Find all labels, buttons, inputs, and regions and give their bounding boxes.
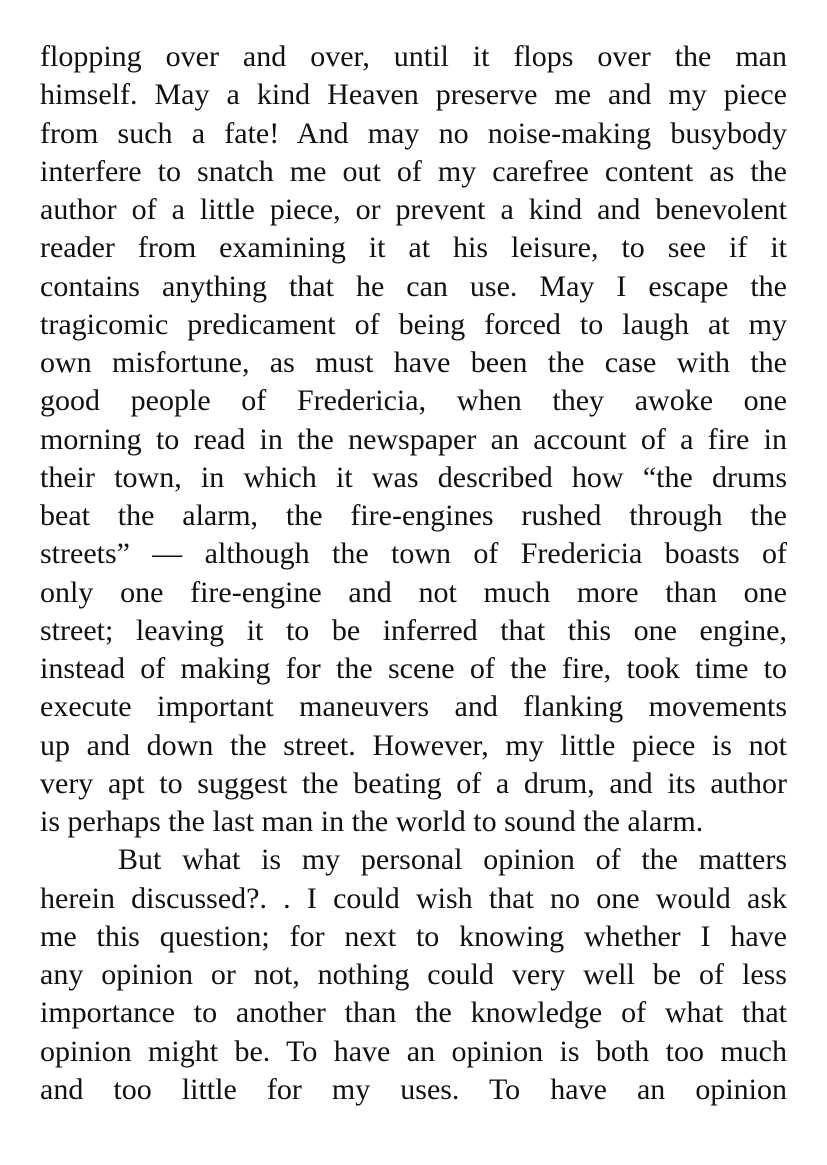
text-line: himself. May a kind Heaven preserve me and my piece bbox=[40, 78, 787, 112]
text-line: up and down the street. However, my little piece is not bbox=[40, 728, 787, 762]
text-line: streets” — although the town of Fredericia boasts of bbox=[40, 537, 787, 571]
page-text bbox=[40, 38, 787, 1109]
text-line: very apt to suggest the beating of a drum, and its author bbox=[40, 766, 787, 800]
text-line: instead of making for the scene of the fire, took time to bbox=[40, 652, 787, 685]
text-line: importance to another than the knowledge of what that bbox=[40, 996, 787, 1030]
text-line: good people of Fredericia, when they awoke one bbox=[40, 384, 787, 418]
text-line: flopping over and over, until it flops over the man bbox=[40, 40, 787, 73]
text-line: any opinion or not, nothing could very well be of less bbox=[40, 958, 787, 991]
text-line: beat the alarm, the fire-engines rushed through the bbox=[40, 499, 787, 532]
text-line: morning to read in the newspaper an account of a fire in bbox=[40, 422, 787, 456]
text-line: tragicomic predicament of being forced to laugh at my bbox=[40, 307, 787, 341]
text-line: contains anything that he can use. May I escape the bbox=[40, 269, 787, 303]
text-line: from such a fate! And may no noise-making busybody bbox=[40, 116, 787, 150]
text-line: But what is my personal opinion of the matters bbox=[118, 843, 787, 877]
text-line: and too little for my uses. To have an opinion bbox=[40, 1072, 787, 1106]
text-line: only one fire-engine and not much more than one bbox=[40, 575, 787, 609]
text-line: their town, in which it was described how “the drums bbox=[40, 460, 787, 494]
text-line: interfere to snatch me out of my carefree content as the bbox=[40, 154, 787, 188]
text-line: street; leaving it to be inferred that this one engine, bbox=[40, 613, 787, 647]
text-line: opinion might be. To have an opinion is both too much bbox=[40, 1034, 787, 1068]
paragraph-1 bbox=[40, 38, 787, 841]
text-line: herein discussed?. . I could wish that no one would ask bbox=[40, 881, 787, 915]
text-line: own misfortune, as must have been the case with the bbox=[40, 346, 787, 379]
text-line: author of a little piece, or prevent a kind and benevolent bbox=[40, 193, 787, 226]
paragraph-2 bbox=[40, 841, 787, 1109]
text-line: is perhaps the last man in the world to sound the alarm. bbox=[40, 805, 704, 838]
text-line: me this question; for next to knowing whether I have bbox=[40, 919, 787, 953]
text-line: execute important maneuvers and flanking movements bbox=[40, 690, 787, 724]
text-line: reader from examining it at his leisure, to see if it bbox=[40, 231, 787, 265]
